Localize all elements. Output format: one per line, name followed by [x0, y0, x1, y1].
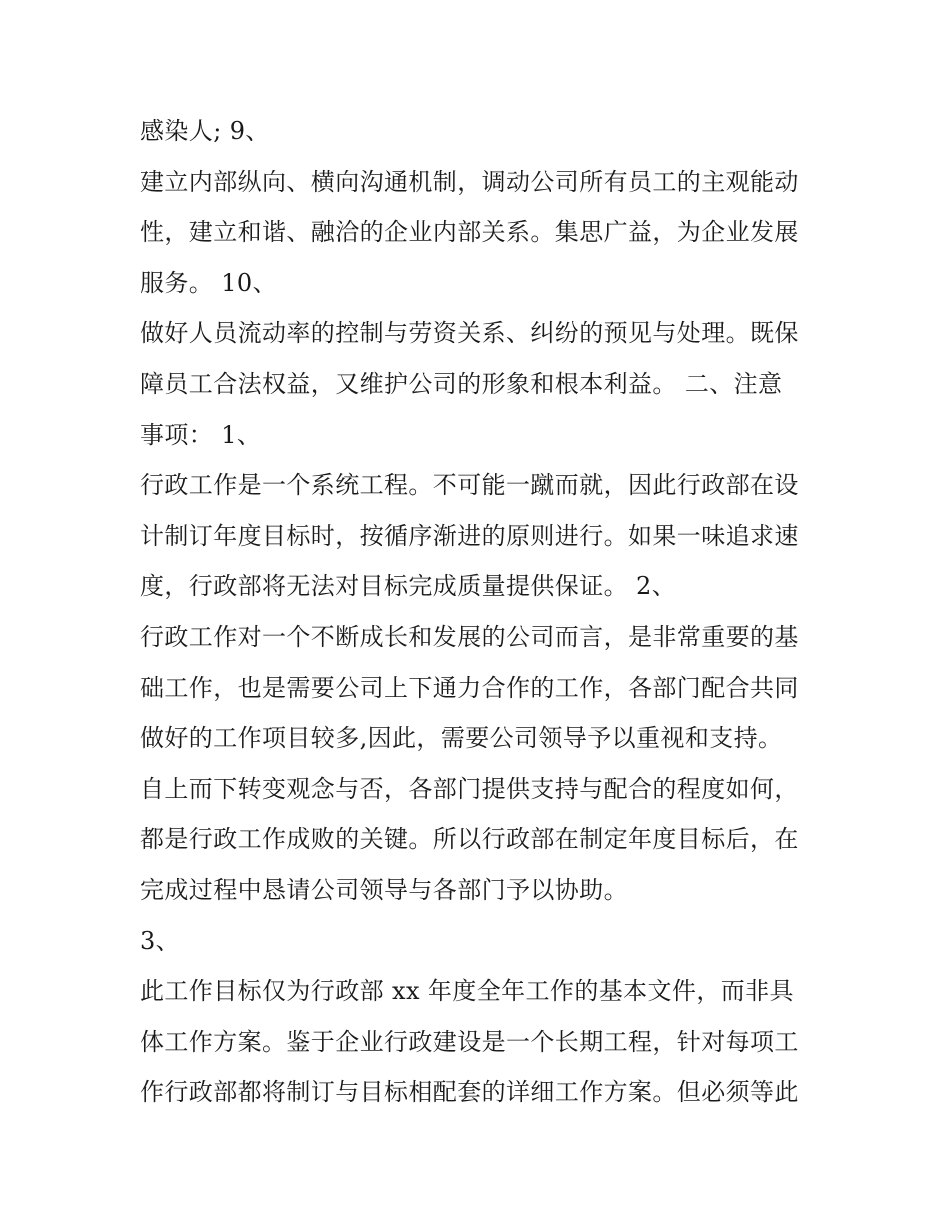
document-body — [140, 106, 820, 1118]
text-line: 础工作，也是需要公司上下通力合作的工作，各部门配合共同 — [140, 673, 799, 702]
text-line: 服务。 10、 — [140, 268, 277, 297]
text-line: 感染人; 9、 — [140, 117, 270, 145]
text-line: 度，行政部将无法对目标完成质量提供保证。 2、 — [140, 572, 677, 601]
text-line: 3、 — [140, 926, 181, 955]
text-line: 完成过程中恳请公司领导与各部门予以协助。 — [140, 875, 628, 904]
text-line: 行政工作是一个系统工程。不可能一蹴而就，因此行政部在设 — [140, 471, 799, 500]
text-line: 行政工作对一个不断成长和发展的公司而言，是非常重要的基 — [140, 622, 799, 651]
text-line: 都是行政工作成败的关键。所以行政部在制定年度目标后，在 — [140, 825, 799, 854]
text-line: 作行政部都将制订与目标相配套的详细工作方案。但必须等此 — [140, 1078, 799, 1107]
text-line: 体工作方案。鉴于企业行政建设是一个长期工程，针对每项工 — [140, 1027, 799, 1056]
text-line: 障员工合法权益，又维护公司的形象和根本利益。 二、注意 — [140, 369, 783, 398]
text-line: 建立内部纵向、横向沟通机制，调动公司所有员工的主观能动 — [140, 167, 799, 196]
text-line: 计制订年度目标时，按循序渐进的原则进行。如果一味追求速 — [140, 521, 799, 550]
text-line: 事项： 1、 — [140, 420, 262, 449]
text-line: 做好的工作项目较多,因此，需要公司领导予以重视和支持。 — [140, 724, 783, 753]
text-line: 做好人员流动率的控制与劳资关系、纠纷的预见与处理。既保 — [140, 319, 799, 348]
text-line: 此工作目标仅为行政部 xx 年度全年工作的基本文件，而非具 — [140, 977, 794, 1006]
text-line: 性，建立和谐、融洽的企业内部关系。集思广益，为企业发展 — [140, 218, 799, 247]
text-line: 自上而下转变观念与否，各部门提供支持与配合的程度如何， — [140, 774, 799, 803]
